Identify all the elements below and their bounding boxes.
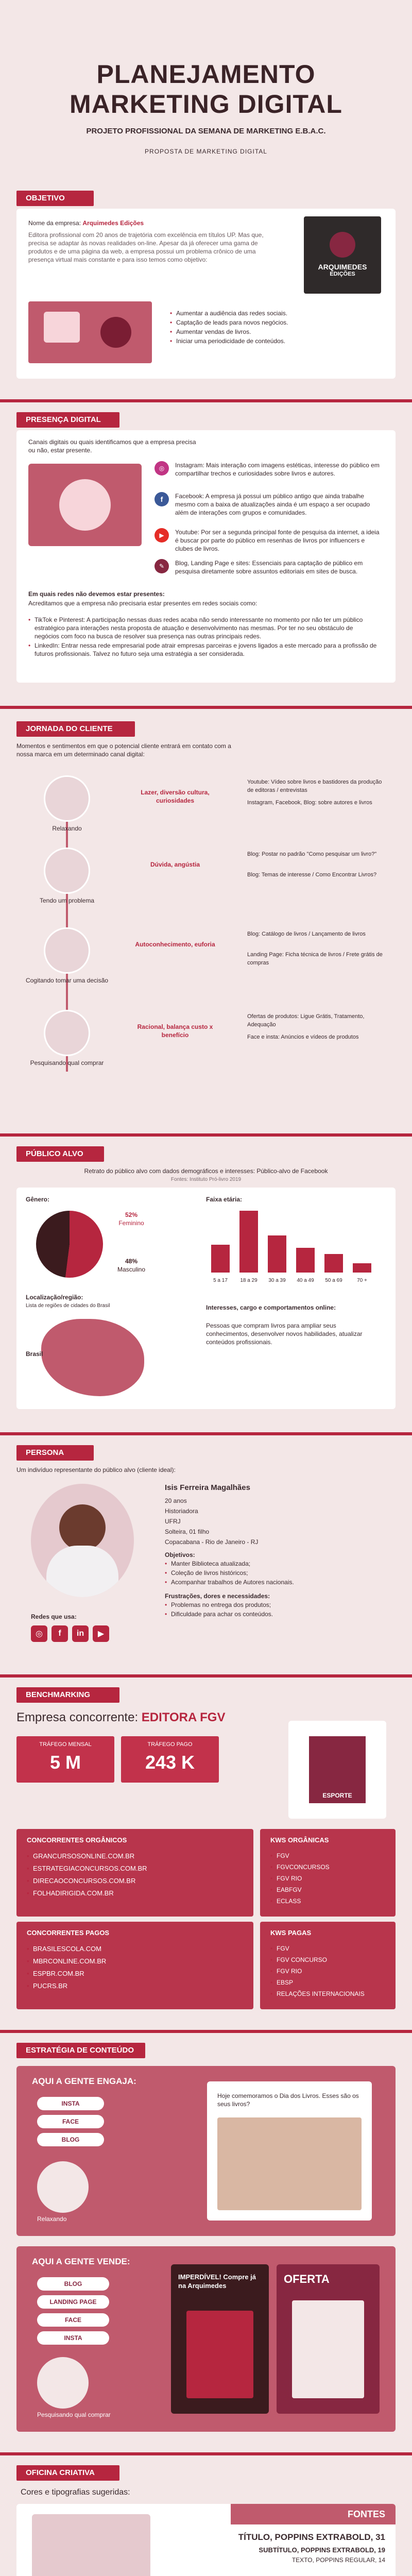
organic-list (27, 1851, 147, 1900)
interest-text: Pessoas que compram livros para ampliar seus conhecimentos, desenvolver novos habilidades, atualizar conteúdos profissionais. (206, 1322, 363, 1346)
section-objetivo-title: OBJETIVO (16, 191, 94, 206)
jornada-step-channels: Ofertas de produtos: Ligue Grátis, Tratamento, Adequação (247, 1013, 365, 1028)
male-pct: 48% (125, 1258, 138, 1265)
persona-goals (165, 1560, 381, 1587)
objetivo-bullet: • Aumentar vendas de livros. (170, 328, 386, 336)
jornada-step-channels: Blog: Postar no padrão "Como pesquisar um livro?" (247, 851, 377, 857)
paid-item: • PUCRS.BR (27, 1980, 106, 1992)
persona-goal: • Coleção de livros históricos; (165, 1569, 381, 1577)
facebook-icon: f (52, 1625, 68, 1642)
vende-title: AQUI A GENTE VENDE: (32, 2257, 130, 2266)
kwpaid-list (270, 1943, 365, 2000)
instagram-icon: ◎ (154, 461, 169, 476)
presenca-why-bullets (28, 616, 379, 659)
organic-item: • FOLHADIRIGIDA.COM.BR (27, 1888, 147, 1899)
age-bar (324, 1254, 343, 1273)
engaja-post-text: Hoje comemoramos o Dia dos Livros. Esses são os seus livros? (217, 2092, 359, 2108)
kw-item: • ECLASS (270, 1896, 330, 1906)
youtube-icon: ▶ (154, 528, 169, 543)
jornada-step-channels-2: Face e insta: Anúncios e vídeos de produtos (247, 1034, 359, 1040)
kw-list (270, 1851, 330, 1907)
section-persona-title: PERSONA (16, 1445, 94, 1461)
jornada-section (0, 706, 412, 1118)
jornada-step-feeling: Lazer, diversão cultura, curiosidades (141, 789, 210, 804)
male-label (108, 1257, 154, 1274)
presenca-item: Blog, Landing Page e sites: Essenciais para captação de público em pesquisa diretamente sobre assuntos editoriais em sites de busca. (175, 560, 363, 575)
stat-label: TRÁFEGO MENSAL (39, 1741, 92, 1748)
title-line-2: MARKETING DIGITAL (70, 90, 342, 118)
page-title (21, 59, 391, 119)
kw-title: KWS ORGÂNICAS (270, 1836, 329, 1844)
jornada-step-label: Tendo um problema (39, 897, 95, 904)
persona-goal: • Manter Biblioteca atualizada; (165, 1560, 381, 1568)
persona-head-icon (59, 1504, 106, 1551)
engaja-channel: FACE (37, 2115, 104, 2128)
engaja-channel: BLOG (37, 2133, 104, 2146)
vende-ad-card-1 (171, 2264, 269, 2414)
logo-mark-icon (330, 232, 355, 258)
fonts-panel (16, 2504, 396, 2576)
subtitle-2: PROPOSTA DE MARKETING DIGITAL (145, 148, 267, 155)
kwpaid-item: • FGV RIO (270, 1966, 365, 1976)
target-illustration-icon (100, 317, 131, 348)
kwpaid-title: KWS PAGAS (270, 1929, 312, 1937)
organic-item: • GRANCURSOSONLINE.COM.BR (27, 1851, 147, 1862)
presenca-why-text: Acreditamos que a empresa não precisaria estar presentes em redes sociais como: (28, 600, 258, 607)
bench-kw-card (260, 1829, 396, 1917)
vende-channel: INSTA (37, 2331, 109, 2345)
paid-item: • MBRCONLINE.COM.BR (27, 1956, 106, 1967)
fonts-illustration (32, 2514, 150, 2576)
organic-item: • DIRECAOCONCURSOS.COM.BR (27, 1875, 147, 1887)
persona-job: Historiadora (165, 1507, 198, 1515)
presenca-why-bullet: • TikTok e Pinterest: A participação nessas duas redes acaba não sendo interessante no momento por não ter um público estratégico para interações nesta proposta de atuação e desenvolvimento nas mesmas. Por ter no seu obstáculo de negócios com foco na busca de resolver sua presença nas outras principais redes. (28, 616, 379, 640)
presenca-why-bullet: • LinkedIn: Entrar nessa rede empresarial pode atrair empresas parceiras e jovens ligados a este mercado para a profissão de futuros profissionais. Talvez no futuro seja uma estratégia a ser considerada. (28, 641, 379, 658)
age-bar (296, 1248, 315, 1273)
persona-status: Solteira, 01 filho (165, 1528, 210, 1535)
section-presenca-title: PRESENÇA DIGITAL (16, 412, 119, 428)
vende-label: Pesquisando qual comprar (37, 2411, 111, 2418)
jornada-step-channels-2: Blog: Temas de interesse / Como Encontrar Livros? (247, 872, 377, 878)
jornada-step-feeling: Dúvida, angústia (150, 861, 200, 868)
presenca-item: Youtube: Por ser a segunda principal fonte de pesquisa da internet, a ideia é buscar por parte do público em resenhas de livros por influencers e clubes de livros. (175, 529, 380, 552)
title-line-1: PLANEJAMENTO (96, 60, 316, 89)
section-jornada-title: JORNADA DO CLIENTE (16, 721, 135, 737)
section-bench-title: BENCHMARKING (16, 1687, 119, 1703)
objetivo-bullets (170, 309, 386, 346)
persona-name: Isis Ferreira Magalhães (165, 1483, 250, 1492)
persona-goals-title: Objetivos: (165, 1551, 195, 1558)
age-title: Faixa etária: (206, 1196, 243, 1203)
organic-title: CONCORRENTES ORGÂNICOS (27, 1836, 127, 1844)
paid-title: CONCORRENTES PAGOS (27, 1929, 110, 1937)
age-bar-chart (206, 1206, 386, 1288)
engaja-title: AQUI A GENTE ENGAJA: (32, 2076, 136, 2086)
objetivo-illustration (28, 301, 152, 363)
kwpaid-item: • EBSP (270, 1977, 365, 1988)
vende-ad-card-2 (277, 2264, 380, 2414)
publico-intro: Retrato do público alvo com dados demográficos e interesses: Público-alvo de Facebook (84, 1167, 328, 1175)
jornada-step-image (44, 775, 90, 822)
jornada-step-channels-2: Instagram, Facebook, Blog: sobre autores e livros (247, 800, 372, 806)
objetivo-client (28, 219, 276, 227)
objetivo-bullet: • Iniciar uma periodicidade de conteúdos. (170, 337, 386, 345)
bench-company-label: Empresa concorrente: (16, 1710, 139, 1724)
engaja-channel: INSTA (37, 2097, 104, 2110)
presenca-item: Facebook: A empresa já possui um público antigo que ainda trabalhe mesmo com a baixa de atualizações ainda é um espaço a ser ocupado além de interações com grupos e comunidades. (175, 493, 370, 516)
arquimedes-logo (304, 216, 381, 294)
jornada-step-label: Pesquisando qual comprar (30, 1059, 104, 1066)
client-label: Nome da empresa: (28, 219, 81, 227)
persona-pain: • Dificuldade para achar os conteúdos. (165, 1610, 381, 1618)
bench-company-name: EDITORA FGV (141, 1710, 226, 1724)
kw-item: • EABFGV (270, 1885, 330, 1895)
paid-item: • ESPBR.COM.BR (27, 1968, 106, 1979)
engaja-label: Relaxando (37, 2215, 67, 2223)
paid-list (27, 1943, 106, 1993)
books-photo (217, 2117, 362, 2210)
paid-item: • BRASILESCOLA.COM (27, 1943, 106, 1955)
female-label-text: Feminino (118, 1219, 144, 1227)
objetivo-bullet: • Captação de leads para novos negócios. (170, 318, 386, 327)
kw-item: • FGV RIO (270, 1873, 330, 1884)
vende-channel: LANDING PAGE (37, 2295, 109, 2309)
header-decoration (0, 0, 412, 46)
section-oficina-title: OFICINA CRIATIVA (16, 2465, 119, 2481)
presenca-why-title: Em quais redes não devemos estar presentes: (28, 590, 165, 598)
organic-item: • ESTRATEGIACONCURSOS.COM.BR (27, 1863, 147, 1874)
youtube-icon: ▶ (93, 1625, 109, 1642)
vende-ad-text: IMPERDÍVEL! Compre já na Arquimedes (178, 2273, 256, 2290)
facebook-icon: f (154, 492, 169, 506)
section-publico-title: PÚBLICO ALVO (16, 1146, 104, 1162)
bench-kwpaid-card (260, 1922, 396, 2009)
books-stack-image (292, 2300, 364, 2398)
persona-city: Copacabana - Rio de Janeiro - RJ (165, 1538, 259, 1546)
logo-bottom-text: EDIÇÕES (330, 271, 355, 277)
jornada-step-channels: Youtube: Vídeo sobre livros e bastidores da produção de editoras / entrevistas (247, 779, 382, 793)
presenca-illustration (28, 464, 142, 546)
objetivo-bullet: • Aumentar a audiência das redes sociais. (170, 309, 386, 317)
jornada-step-feeling: Racional, balança custo x benefício (137, 1023, 213, 1039)
age-bar-label: 50 a 69 (325, 1278, 342, 1283)
vende-channel: BLOG (37, 2277, 109, 2291)
instagram-icon: ◎ (31, 1625, 47, 1642)
persona-body-icon (46, 1546, 118, 1597)
persona-photo (31, 1484, 134, 1597)
bench-logo-panel (288, 1721, 386, 1819)
blog-icon: ✎ (154, 559, 169, 573)
age-bar-label: 70 + (357, 1278, 367, 1283)
male-label-text: Masculino (117, 1266, 146, 1273)
kwpaid-item: • RELAÇÕES INTERNACIONAIS (270, 1989, 365, 1999)
bench-book-cover: ESPORTE (309, 1736, 366, 1803)
location-title: Localização/região: (26, 1294, 83, 1301)
chart-illustration-icon (44, 312, 80, 343)
persona-age: 20 anos (165, 1497, 187, 1504)
bench-company (16, 1710, 225, 1725)
jornada-intro: Momentos e sentimentos em que o potencial cliente entrará em contato com a nossa marca em um determinado canal digital: (16, 742, 231, 758)
age-bar (239, 1211, 258, 1273)
jornada-step-label: Cogitando tomar uma decisão (25, 977, 109, 984)
gender-title: Gênero: (26, 1196, 50, 1203)
font-sample-3: TEXTO, POPPINS REGULAR, 14 (291, 2556, 385, 2564)
persona-social-title: Redes que usa: (31, 1613, 77, 1620)
engaja-panel (16, 2066, 396, 2236)
fonts-title: FONTES (231, 2504, 396, 2524)
bench-paid-card (16, 1922, 253, 2009)
jornada-step-image (44, 927, 90, 974)
jornada-step-channels: Blog: Catálogo de livros / Lançamento de livros (247, 931, 366, 937)
persona-pains (165, 1601, 381, 1619)
age-bar-label: 30 a 39 (268, 1278, 286, 1283)
client-name: Arquimedes Edições (82, 219, 144, 227)
publico-source: Fontes: Instituto Pró-livro 2019 (170, 1177, 242, 1182)
female-pct: 52% (125, 1211, 138, 1218)
persona-school: UFRJ (165, 1518, 181, 1525)
kwpaid-item: • FGV CONCURSO (270, 1955, 365, 1965)
kw-item: • FGVCONCURSOS (270, 1862, 330, 1872)
kwpaid-item: • FGV (270, 1943, 365, 1954)
jornada-step-image (44, 848, 90, 894)
font-sample-2: SUBTÍTULO, POPPINS EXTRABOLD, 19 (259, 2546, 385, 2554)
age-bar (353, 1263, 371, 1273)
bench-stat-paid (121, 1736, 219, 1783)
location-note: Lista de regiões de cidades do Brasil (26, 1303, 110, 1309)
age-bar-label: 5 a 17 (213, 1278, 228, 1283)
jornada-step-feeling: Autoconhecimento, euforia (135, 941, 215, 948)
persona-pains-title: Frustrações, dores e necessidades: (165, 1592, 270, 1600)
jornada-step-channels-2: Landing Page: Ficha técnica de livros / Frete grátis de compras (247, 952, 383, 966)
age-bar-label: 40 a 49 (297, 1278, 314, 1283)
stat-label: TRÁFEGO PAGO (147, 1741, 193, 1748)
book-cover-image (186, 2311, 253, 2398)
kw-item: • FGV (270, 1851, 330, 1861)
presenca-item: Instagram: Mais interação com imagens estéticas, interesse do público em compartilhar trechos e curiosidades sobre livros e autores. (175, 462, 380, 477)
interest-title: Interesses, cargo e comportamentos online: (206, 1304, 336, 1311)
jornada-step-image (44, 1010, 90, 1056)
vende-channel: FACE (37, 2313, 109, 2327)
gender-pie-chart (36, 1211, 103, 1278)
font-sample-1: TÍTULO, POPPINS EXTRABOLD, 31 (238, 2532, 385, 2542)
age-bar (211, 1245, 230, 1273)
persona-intro: Um indivíduo representante do público alvo (cliente ideal): (16, 1466, 176, 1473)
engaja-avatar (37, 2161, 89, 2213)
vende-panel (16, 2246, 396, 2432)
age-bar-label: 18 a 29 (240, 1278, 258, 1283)
persona-pain: • Problemas no entrega dos produtos; (165, 1601, 381, 1609)
linkedin-icon: in (72, 1625, 89, 1642)
bench-stat-monthly (16, 1736, 114, 1783)
jornada-step-label: Relaxando (52, 825, 82, 832)
phone-illustration-icon (59, 479, 111, 531)
subtitle: PROJETO PROFISSIONAL DA SEMANA DE MARKETING E.B.A.C. (86, 127, 326, 135)
female-label (108, 1211, 154, 1227)
age-bar (268, 1235, 286, 1273)
vende-offer-text: OFERTA (284, 2273, 330, 2285)
section-estrategia-title: ESTRATÉGIA DE CONTEÚDO (16, 2043, 145, 2058)
stat-value: 5 M (49, 1752, 81, 1773)
presenca-intro: Canais digitais ou quais identificamos que a empresa precisa ou não, estar presente. (28, 438, 196, 454)
logo-top-text: ARQUIMEDES (318, 263, 367, 271)
bench-organic-card (16, 1829, 253, 1917)
objetivo-text: Editora profissional com 20 anos de trajetória com excelência em títulos UP. Mas que, precisa se adaptar às novas realidades on-line. Apesar da já oferecer uma gama de produtos e de uma página da web, a empresa possui um problema crônico de uma presença virtual mais constante e para isso temos como objetivo: (28, 231, 264, 263)
region-label: Brasil (26, 1350, 43, 1358)
oficina-intro: Cores e tipografias sugeridas: (21, 2488, 130, 2497)
engaja-post-card (207, 2081, 372, 2221)
vende-avatar (37, 2357, 89, 2409)
stat-value: 243 K (145, 1752, 195, 1773)
persona-goal: • Acompanhar trabalhos de Autores nacionais. (165, 1578, 381, 1586)
